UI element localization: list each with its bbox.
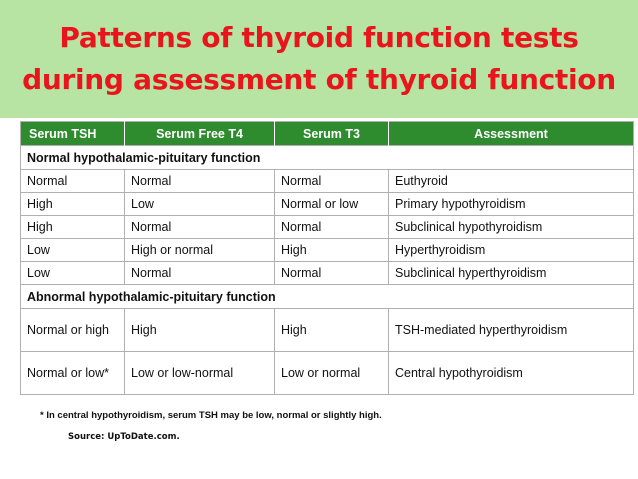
- table-row: [21, 262, 634, 285]
- cell-free-t4: High: [125, 309, 275, 352]
- section-row-abnormal: [21, 285, 634, 309]
- cell-tsh: Low: [21, 262, 125, 285]
- cell-t3: High: [275, 309, 389, 352]
- table-row: [21, 352, 634, 395]
- table-row: [21, 170, 634, 193]
- table-row: [21, 239, 634, 262]
- cell-t3: Normal: [275, 170, 389, 193]
- header-serum-t3: Serum T3: [275, 122, 389, 146]
- header-serum-free-t4: Serum Free T4: [125, 122, 275, 146]
- cell-assessment: Subclinical hypothyroidism: [389, 216, 634, 239]
- cell-free-t4: Normal: [125, 170, 275, 193]
- cell-assessment: Central hypothyroidism: [389, 352, 634, 395]
- cell-assessment: Euthyroid: [389, 170, 634, 193]
- header-serum-tsh: Serum TSH: [21, 122, 125, 146]
- cell-free-t4: Normal: [125, 262, 275, 285]
- cell-t3: High: [275, 239, 389, 262]
- cell-assessment: TSH-mediated hyperthyroidism: [389, 309, 634, 352]
- cell-free-t4: Normal: [125, 216, 275, 239]
- cell-t3: Normal or low: [275, 193, 389, 216]
- thyroid-tests-table: [20, 121, 634, 395]
- section-row-normal: [21, 146, 634, 170]
- cell-assessment: Hyperthyroidism: [389, 239, 634, 262]
- cell-tsh: Normal: [21, 170, 125, 193]
- footnote: * In central hypothyroidism, serum TSH may be low, normal or slightly high.: [40, 410, 382, 421]
- section-label: Normal hypothalamic-pituitary function: [21, 146, 634, 170]
- cell-assessment: Subclinical hyperthyroidism: [389, 262, 634, 285]
- table-header-row: [21, 122, 634, 146]
- header-assessment: Assessment: [389, 122, 634, 146]
- page-title-line-1: Patterns of thyroid function tests: [59, 21, 579, 54]
- page-title-line-2: during assessment of thyroid function: [22, 63, 616, 96]
- table-row: [21, 216, 634, 239]
- table-row: [21, 309, 634, 352]
- cell-t3: Normal: [275, 262, 389, 285]
- title-banner: [0, 0, 638, 118]
- cell-free-t4: High or normal: [125, 239, 275, 262]
- cell-t3: Normal: [275, 216, 389, 239]
- source-citation: Source: UpToDate.com.: [68, 432, 180, 442]
- cell-tsh: Low: [21, 239, 125, 262]
- cell-t3: Low or normal: [275, 352, 389, 395]
- cell-tsh: High: [21, 216, 125, 239]
- cell-tsh: High: [21, 193, 125, 216]
- cell-tsh: Normal or low*: [21, 352, 125, 395]
- cell-tsh: Normal or high: [21, 309, 125, 352]
- section-label: Abnormal hypothalamic-pituitary function: [21, 285, 634, 309]
- table-row: [21, 193, 634, 216]
- cell-assessment: Primary hypothyroidism: [389, 193, 634, 216]
- cell-free-t4: Low or low-normal: [125, 352, 275, 395]
- cell-free-t4: Low: [125, 193, 275, 216]
